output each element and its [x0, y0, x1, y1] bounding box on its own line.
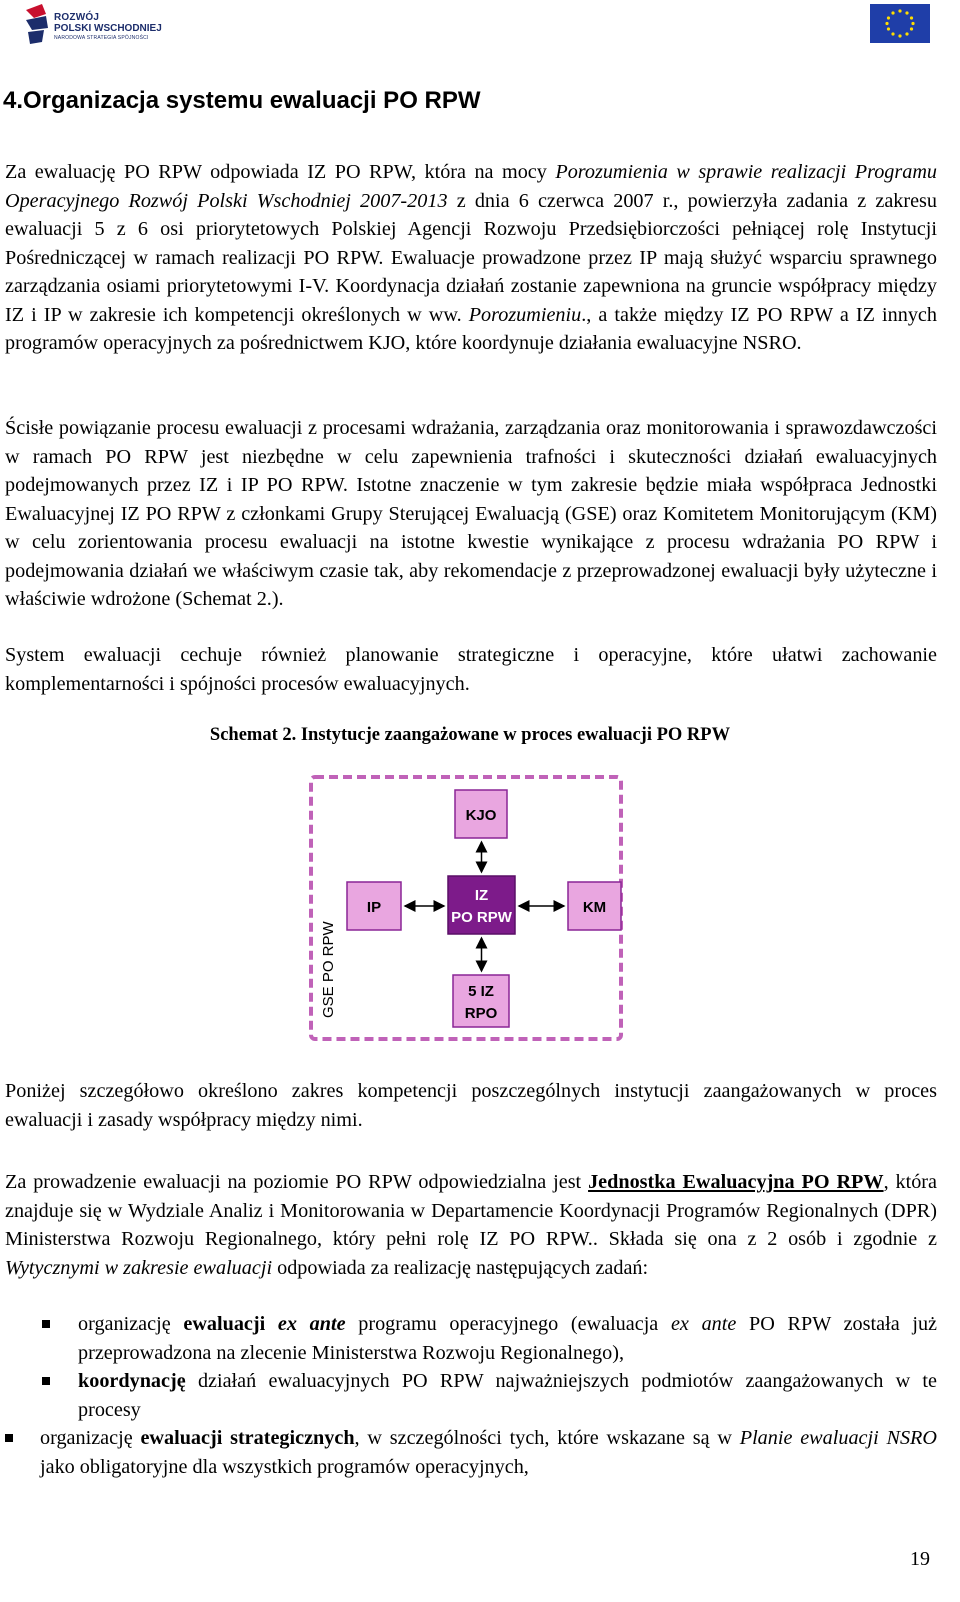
ip-label: IP	[366, 899, 382, 916]
paragraph-4: Poniżej szczegółowo określono zakres kompetencji poszczególnych instytucji zaangażowanych w proces ewaluacji i zasady współpracy między nimi.	[5, 1080, 937, 1131]
logo-line2: POLSKI WSCHODNIEJ	[54, 23, 162, 34]
bullet-square-icon	[42, 1320, 50, 1328]
bullet-square-icon	[5, 1434, 13, 1442]
paragraph-2: Ścisłe powiązanie procesu ewaluacji z procesami wdrażania, zarządzania oraz monitorowania i sprawozdawczości w ramach PO RPW jest niezbędne w celu zapewnienia trafności i skuteczności działań ewaluacyjnych podejmowanych przez IZ i IP PO RPW. Istotne znaczenie w tym zakresie będzie miała współpraca Jednostki Ewaluacyjnej IZ PO RPW z członkami Grupy Sterującej Ewaluacją (GSE) oraz Komitetem Monitorującym (KM) w celu zorientowania procesu ewaluacji na istotne kwestie wynikające z procesu wdrażania PO RPW i podejmowania działań we właściwym czasie tak, aby rekomendacje z przeprowadzonej ewaluacji były użyteczne i właściwie wdrożone (Schemat 2.).	[5, 417, 937, 610]
logo-tagline: NARODOWA STRATEGIA SPÓJNOŚCI	[54, 35, 149, 41]
list-item: koordynację działań ewaluacyjnych PO RPW najważniejszych podmiotów zaangażowanych w te procesy	[0, 1367, 937, 1424]
poland-east-logo-icon	[24, 4, 50, 44]
center-label-line1: IZ	[474, 887, 489, 904]
paragraph-5: Za prowadzenie ewaluacji na poziomie PO RPW odpowiedzialna jest Jednostka Ewaluacyjna PO RPW, która znajduje się w Wydziale Analiz i Monitorowania w Departamencie Koordynacji Programów Regionalnych (DPR) Ministerstwa Rozwoju Regionalnego, który pełni rolę IZ PO RPW.. Składa się ona z 2 osób i zgodnie z Wytycznymi w zakresie ewaluacji odpowiada za realizację następujących zadań:	[5, 1171, 937, 1279]
bullet-square-icon	[42, 1377, 50, 1385]
diagram-caption: Schemat 2. Instytucje zaangażowane w proces ewaluacji PO RPW	[209, 725, 731, 745]
paragraph-3: System ewaluacji cechuje również planowanie strategiczne i operacyjne, które ułatwi zachowanie komplementarności i spójności procesów ewaluacyjnych.	[5, 644, 937, 695]
institutions-diagram	[308, 772, 628, 1044]
task-list	[0, 1310, 940, 1481]
page-number: 19	[910, 1548, 930, 1570]
center-label-line2: PO RPW	[451, 909, 512, 926]
program-logo	[24, 4, 164, 46]
paragraph-1: Za ewaluację PO RPW odpowiada IZ PO RPW, która na mocy Porozumienia w sprawie realizacji Programu Operacyjnego Rozwój Polski Wschodniej 2007-2013 z dnia 6 czerwca 2007 r., powierzyła zadania z zakresu ewaluacji 5 z 6 osi priorytetowych Polskiej Agencji Rozwoju Przedsiębiorczości pełniącej rolę Instytucji Pośredniczącej w ramach realizacji PO RPW. Ewaluacje prowadzone przez IP mają służyć wsparciu sprawnego zarządzania osiami priorytetowymi I-V. Koordynacja działań zostanie zapewniona na gruncie współpracy między IZ i IP w zakresie ich kompetencji określonych w ww. Porozumieniu., a także między IZ PO RPW a IZ innych programów operacyjnych za pośrednictwem KJO, które koordynuje działania ewaluacyjne NSRO.	[5, 161, 938, 354]
list-item: organizację ewaluacji ex ante programu operacyjnego (ewaluacja ex ante PO RPW została już przeprowadzona na zlecenie Ministerstwa Rozwoju Regionalnego),	[0, 1310, 937, 1367]
kjo-label: KJO	[465, 807, 497, 824]
rpo-label-line2: RPO	[464, 1005, 498, 1022]
section-heading: 4.Organizacja systemu ewaluacji PO RPW	[3, 87, 481, 114]
km-label: KM	[582, 899, 607, 916]
eu-flag-icon	[870, 4, 930, 43]
gse-label: GSE PO RPW	[320, 921, 337, 1018]
rpo-label-line1: 5 IZ	[468, 983, 494, 1000]
unit-name-link: Jednostka Ewaluacyjna PO RPW	[588, 1171, 884, 1193]
list-item: organizację ewaluacji strategicznych, w szczególności tych, które wskazane są w Planie ewaluacji NSRO jako obligatoryjne dla wszystkich programów operacyjnych,	[0, 1424, 937, 1481]
logo-line1: ROZWÓJ	[54, 12, 100, 23]
